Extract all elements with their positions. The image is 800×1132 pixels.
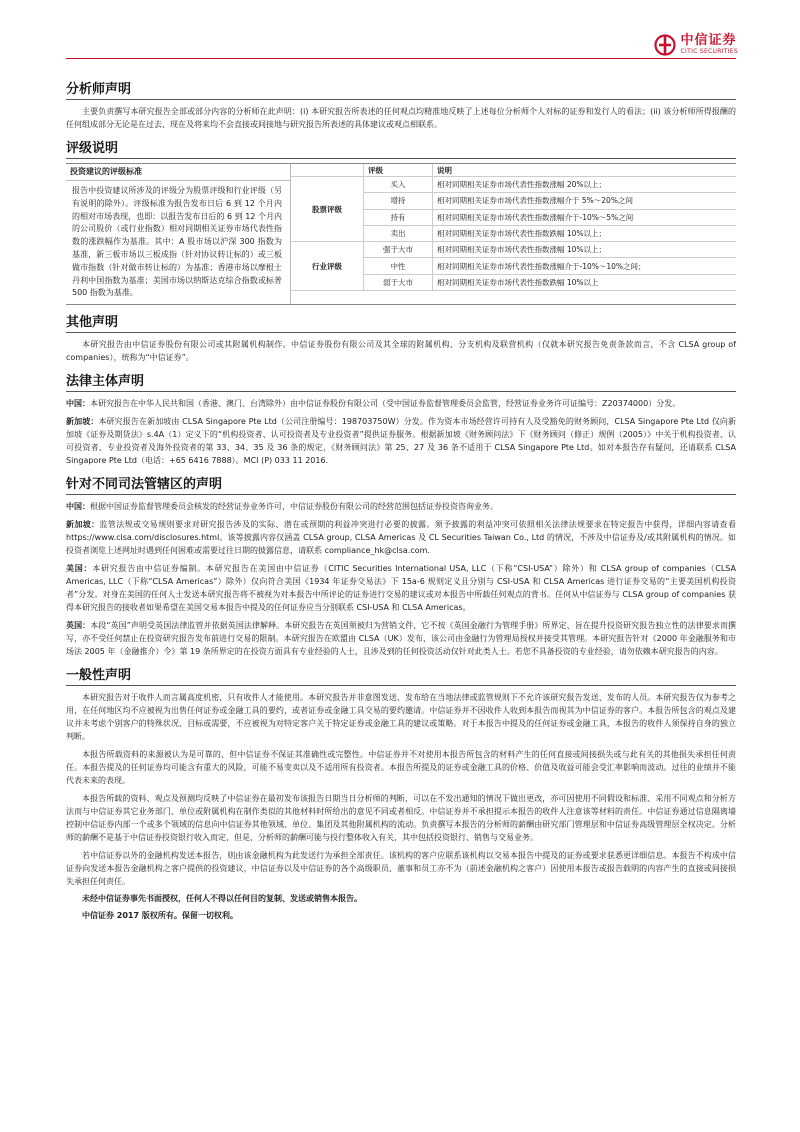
section-title: 评级说明: [66, 137, 736, 159]
table-row: 弱于大市 相对同期相关证券市场代表性指数跌幅 10%以上: [291, 274, 736, 290]
rating-definitions: [291, 164, 736, 291]
general-paragraph: 本研究报告对于收件人而言属高度机密，只有收件人才能使用。本研究报告并非意图发送、发布给在当地法律或监管规则下不允许该研究报告发送、发布的人员。本研究报告仅为参考之用，在任何地区均不应被视为出售任何证券或金融工具的要约，或者证券或金融工具交易的要约邀请。中信证券并不因收件人收到本报告而视其为中信证券的客户。本报告所包含的观点及建议并未考虑个别客户的特殊状况、目标或需要，不应被视为对特定客户关于特定证券或金融工具的建议或策略。对于本报告中提及的任何证券或金融工具，本报告的收件人须保持自身的独立判断。: [66, 693, 736, 742]
legal-entity-section: [66, 370, 736, 467]
disclaimer-content: [66, 78, 736, 928]
analyst-statement: 主要负责撰写本研究报告全部或部分内容的分析师在此声明：(i) 本研究报告所表述的任何观点均精准地反映了上述每位分析师个人对标的证券和发行人的看法；(ii) 该分析师所得报酬的任何组成部分无论是在过去、现在及将来均不会直接或间接地与研究报告所表述的具体建议或观点相联系。: [66, 107, 736, 129]
jurisdiction-usa: 美国：本研究报告由中信证券编制。本研究报告在美国由中信证券（CITIC Securities International USA, LLC（下称“CSI-USA”）除外）和 CLSA group of companies（CLSA Americas, LLC（下称“CLSA Americas”）除外）仅向符合美国《1934 年证券交易法》下 15a-6 规则定义且分别与 CSI-USA 和 CLSA Americas 进行证券交易的“主要美国机构投资者”分发。对身在美国的任何人士发送本研究报告将不被视为对本报告中所评论的证券进行交易的建议或对本报告中所载任何观点的背书。任何从中信证券与 CLSA group of companies 获得本研究报告的接收者如果希望在美国交易本报告中提及的任何证券应当分别联系 CSI-USA 和 CLSA Americas。: [66, 564, 736, 613]
table-row: 中性 相对同期相关证券市场代表性指数涨幅介于-10%～10%之间；: [291, 258, 736, 274]
table-row: 增持 相对同期相关证券市场代表性指数涨幅介于 5%～20%之间: [291, 193, 736, 209]
column-header-rating: 评级: [364, 164, 433, 177]
general-section: [66, 664, 736, 922]
rating-criteria-header: 投资建议的评级标准: [66, 164, 290, 181]
jurisdiction-singapore: 新加坡：监管法规或交易规则要求对研究报告涉及的实际、潜在或预期的利益冲突进行必要的披露。须予披露的利益冲突可依照相关法律法规要求在特定报告中获得，详细内容请查看 https://www.clsa.com/disclosures.html。该等披露内容仅涵盖 CLSA group, CLSA Americas 及 CL Securities Taiwan Co., Ltd 的情况，不涉及中信证券及/或其附属机构的情况。如投资者浏览上述网址时遇到任何困难或需要过往日期的披露信息，请联系 compliance_hk@clsa.com.: [66, 520, 737, 556]
rating-criteria-text: 报告中投资建议所涉及的评级分为股票评级和行业评级（另有说明的除外）。评级标准为报告发布日后 6 到 12 个月内的相对市场表现，也即：以报告发布日后的 6 到 12 个月内的公司股价（或行业指数）相对同期相关证券市场代表性指数的涨跌幅作为基准。其中：A 股市场以沪深 300 指数为基准，新三板市场以三板成指（针对协议转让标的）或三板做市指数（针对做市转让标的）为基准；香港市场以摩根士丹利中国指数为基准；美国市场以纳斯达克综合指数或标普 500 指数为基准。: [72, 186, 282, 298]
jurisdiction-section: [66, 473, 736, 658]
other-statement: 本研究报告由中信证券股份有限公司或其附属机构制作。中信证券股份有限公司及其全球的附属机构、分支机构及联营机构（仅就本研究报告免责条款而言，不含 CLSA group of companies），统称为“中信证券”。: [66, 340, 736, 363]
logo-english-name: CITIC SECURITIES: [680, 48, 738, 55]
table-row: 行业评级 强于大市 相对同期相关证券市场代表性指数涨幅 10%以上；: [291, 242, 736, 258]
industry-rating-label: 行业评级: [291, 242, 364, 291]
general-paragraph: 本报告所载资料的来源被认为是可靠的，但中信证券不保证其准确性或完整性。中信证券并不对使用本报告所包含的材料产生的任何直接或间接损失或与此有关的其他损失承担任何责任。本报告提及的任何证券均可能含有重大的风险，可能不易变卖以及不适用所有投资者。本报告所提及的证券或金融工具的价格、价值及收益可能会受汇率影响而波动。过往的业绩并不能代表未来的表现。: [66, 750, 736, 786]
jurisdiction-china: 中国：根据中国证券监督管理委员会核发的经营证券业务许可，中信证券股份有限公司的经营范围包括证券投资咨询业务。: [66, 502, 498, 512]
section-title: 针对不同司法管辖区的声明: [66, 473, 736, 495]
table-row: 卖出 相对同期相关证券市场代表性指数跌幅 10%以上；: [291, 225, 736, 241]
rating-criteria: [66, 164, 291, 304]
citic-logo-icon: [654, 34, 676, 56]
section-title: 法律主体声明: [66, 370, 736, 392]
general-paragraph: 本报告所载的资料、观点及预测均反映了中信证券在最初发布该报告日期当日分析师的判断，可以在不发出通知的情况下做出更改，亦可因使用不同假设和标准、采用不同观点和分析方法而与中信证券其它业务部门、单位或附属机构在制作类似的其他材料时所给出的意见不同或者相反。中信证券并不承担提示本报告的收件人注意该等材料的责任。中信证券通过信息隔离墙控制中信证券内部一个或多个领域的信息向中信证券其他领域、单位、集团及其他附属机构的流动。负责撰写本报告的分析师的薪酬由研究部门管理层和中信证券高级管理层全权决定。分析师的薪酬不是基于中信证券投资银行收入而定，但是，分析师的薪酬可能与投行整体收入有关，其中包括投资银行、销售与交易业务。: [66, 794, 736, 843]
header-divider: [66, 58, 736, 59]
rating-table: [66, 163, 736, 305]
table-row: 持有 相对同期相关证券市场代表性指数涨幅介于-10%～5%之间: [291, 209, 736, 225]
rating-grid: [291, 164, 736, 304]
copy-notice: 未经中信证券事先书面授权，任何人不得以任何目的复制、发送或销售本报告。: [82, 894, 362, 904]
analyst-section: [66, 78, 736, 131]
legal-singapore: 新加坡：本研究报告在新加坡由 CLSA Singapore Pte Ltd（公司注册编号：198703750W）分发。作为资本市场经营许可持有人及受豁免的财务顾问，CLSA Singapore Pte Ltd 仅向新加坡《证券及期货法》s.4A（1）定义下的“机构投资者、认可投资者及专业投资者”提供证券服务。根据新加坡《财务顾问法》下《财务顾问（修正）规例（2005）》中关于机构投资者、认可投资者、专业投资者及海外投资者的第 33、34、35 及 36 条的规定，《财务顾问法》第 25、27 及 36 条不适用于 CLSA Singapore Pte Ltd。如对本报告存有疑问，还请联系 CLSA Singapore Pte Ltd（电话：+65 6416 7888）。MCI (P) 033 11 2016.: [66, 417, 736, 466]
copyright-notice: 中信证券 2017 版权所有。保留一切权利。: [82, 911, 238, 921]
stock-rating-label: 股票评级: [291, 177, 364, 242]
logo-chinese-name: 中信证券: [680, 33, 737, 48]
column-header-description: 说明: [433, 164, 737, 177]
section-title: 一般性声明: [66, 664, 736, 686]
page-header: [0, 0, 800, 66]
table-row: 股票评级 买入 相对同期相关证券市场代表性指数涨幅 20%以上；: [291, 177, 736, 193]
section-title: 其他声明: [66, 311, 736, 333]
legal-china: 中国：本研究报告在中华人民共和国（香港、澳门、台湾除外）由中信证券股份有限公司（受中国证券监督管理委员会监管，经营证券业务许可证编号：Z20374000）分发。: [66, 399, 681, 409]
jurisdiction-uk: 英国：本段“英国”声明受英国法律监管并依据英国法律解释。本研究报告在英国须被归为营销文件，它不按《英国金融行为管理手册》所界定、旨在提升投资研究报告独立性的法律要求而撰写，亦不受任何禁止在投资研究报告发布前进行交易的限制。本研究报告在欧盟由 CLSA（UK）发布，该公司由金融行为管理局授权并接受其管理。本研究报告针对《2000 年金融服务和市场法 2005 年（金融推介）令》第 19 条所界定的在投资方面具有专业经验的人士，且涉及到的任何投资活动仅针对此类人士。若您不具备投资的专业经验，请勿依赖本研究报告的内容。: [66, 621, 737, 657]
rating-section: [66, 137, 736, 305]
general-paragraph: 若中信证券以外的金融机构发送本报告，则由该金融机构为此发送行为承担全部责任。该机构的客户应联系该机构以交易本报告中提及的证券或要求获悉更详细信息。本报告不构成中信证券向发送本报告金融机构之客户提供的投资建议，中信证券以及中信证券的各个高级职员、董事和员工亦不为（前述金融机构之客户）因使用本报告或报告载明的内容产生的直接或间接损失承担任何责任。: [66, 851, 736, 887]
citic-logo: [654, 34, 738, 56]
section-title: 分析师声明: [66, 78, 736, 100]
other-section: [66, 311, 736, 364]
